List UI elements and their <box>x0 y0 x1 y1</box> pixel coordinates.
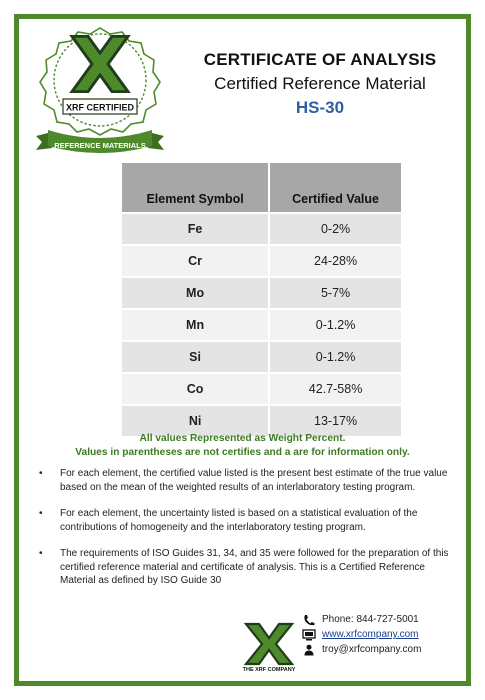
certified-value: 0-2% <box>269 213 401 245</box>
logo-badge-text: XRF CERTIFIED <box>65 102 135 113</box>
certificate-title: CERTIFICATE OF ANALYSIS <box>203 50 437 69</box>
table-row <box>122 341 401 373</box>
element-symbol: Cr <box>122 245 269 277</box>
list-item <box>30 467 455 494</box>
element-symbol: Si <box>122 341 269 373</box>
note-line-2: Values in parentheses are not certifies and a are for information only. <box>75 447 410 458</box>
bullet-marker: • <box>39 548 43 559</box>
element-symbol: Co <box>122 373 269 405</box>
certificate-subtitle: Certified Reference Material <box>214 74 426 93</box>
list-item-text: The requirements of ISO Guides 31, 34, and 35 were followed for the preparation of this certified reference material and certificate of analysis. This is a Certified Reference Material as defined by ISO Guide 30 <box>60 548 449 586</box>
certified-value: 13-17% <box>269 405 401 436</box>
certified-value: 42.7-58% <box>269 373 401 405</box>
phone-number: Phone: 844-727-5001 <box>322 614 419 625</box>
certified-values-table <box>122 163 401 436</box>
phone-icon <box>302 614 316 626</box>
material-code: HS-30 <box>295 98 345 117</box>
certificate-header <box>180 50 460 118</box>
table-row <box>122 373 401 405</box>
weight-percent-note <box>30 432 455 460</box>
email-row <box>302 642 421 657</box>
bullet-marker: • <box>39 468 43 479</box>
website-link[interactable]: www.xrfcompany.com <box>322 629 419 640</box>
certification-notes-list <box>30 467 455 601</box>
list-item <box>30 547 455 588</box>
certified-value: 0-1.2% <box>269 341 401 373</box>
computer-icon <box>302 629 316 641</box>
element-symbol: Fe <box>122 213 269 245</box>
list-item <box>30 507 455 534</box>
xrf-certified-logo <box>30 24 170 158</box>
table-row <box>122 309 401 341</box>
footer-logo-text: THE XRF COMPANY <box>242 667 296 672</box>
xrf-company-logo <box>240 622 298 672</box>
element-symbol: Mo <box>122 277 269 309</box>
logo-ribbon-text: REFERENCE MATERIALS <box>54 141 146 150</box>
certified-value: 5-7% <box>269 277 401 309</box>
email-address[interactable]: troy@xrfcompany.com <box>322 644 422 655</box>
table-row <box>122 213 401 245</box>
person-icon <box>302 644 316 656</box>
table-row <box>122 245 401 277</box>
contact-info <box>302 612 421 657</box>
note-line-1: All values Represented as Weight Percent. <box>139 433 346 444</box>
column-header-value: Certified Value <box>269 163 401 213</box>
column-header-element: Element Symbol <box>122 163 269 213</box>
certified-value: 0-1.2% <box>269 309 401 341</box>
element-symbol: Ni <box>122 405 269 436</box>
list-item-text: For each element, the certified value listed is the present best estimate of the true value based on the mean of the weighted results of an interlaboratory testing program. <box>60 468 448 493</box>
bullet-marker: • <box>39 508 43 519</box>
website-row <box>302 627 421 642</box>
element-symbol: Mn <box>122 309 269 341</box>
certified-value: 24-28% <box>269 245 401 277</box>
list-item-text: For each element, the uncertainty listed is based on a statistical evaluation of the contributions of homogeneity and the interlaboratory testing program. <box>60 508 418 533</box>
table-row <box>122 277 401 309</box>
phone-row <box>302 612 421 627</box>
table-header-row <box>122 163 401 213</box>
